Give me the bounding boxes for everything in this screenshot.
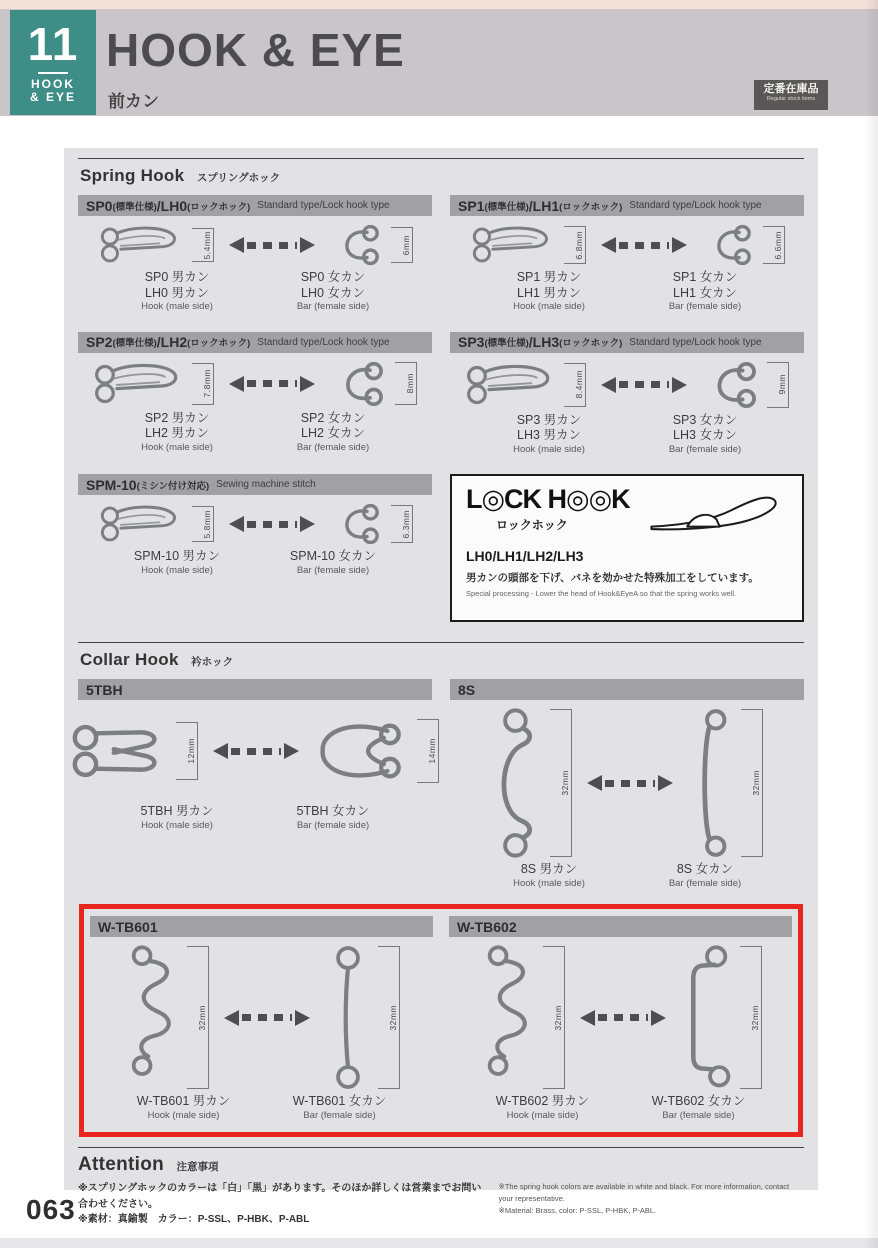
both-ways-arrow-icon — [587, 775, 673, 791]
dimension-marker: 5.8mm — [192, 506, 214, 542]
product-block-w-tb602 — [449, 916, 792, 1128]
both-ways-arrow-icon — [213, 743, 299, 759]
section-heading-collar-hook — [78, 642, 804, 679]
product-block-sp1-lh1 — [450, 195, 804, 320]
page-right-edge-shadow — [864, 0, 878, 1248]
both-ways-arrow-icon — [601, 377, 687, 393]
highlight-red-box — [79, 904, 803, 1137]
dimension-marker: 7.8mm — [192, 363, 214, 405]
female-label: SP2 女カン LH2 女カン Bar (female side) — [296, 410, 370, 453]
stock-badge — [754, 80, 828, 110]
figure-row — [78, 216, 432, 270]
hook-male-figure — [71, 720, 169, 782]
female-label: 5TBH 女カン Bar (female side) — [296, 804, 370, 831]
product-block-w-tb601 — [90, 916, 433, 1128]
product-bar: SP3 (標準仕様) /LH3 (ロックホック) Standard type/Lock hook type — [450, 332, 804, 353]
product-block-sp2-lh2 — [78, 332, 432, 463]
page-top-edge — [0, 0, 878, 9]
spring-row-1 — [78, 195, 804, 320]
eye-female-figure — [702, 361, 760, 409]
page-subtitle: 前カン — [108, 92, 159, 111]
male-label: W-TB602 男カン Hook (male side) — [495, 1094, 590, 1121]
female-label: SPM-10 女カン Bar (female side) — [289, 549, 377, 576]
male-label: 5TBH 男カン Hook (male side) — [140, 804, 214, 831]
both-ways-arrow-icon — [229, 376, 315, 392]
hook-male-figure — [97, 503, 185, 545]
dimension-marker: 6mm — [391, 227, 413, 263]
lock-hook-description-jp: 男カンの頭部を下げ、バネを効かせた特殊加工をしています。 — [466, 572, 759, 585]
eye-female-figure — [330, 224, 384, 266]
section-title-jp: 衿ホック — [191, 656, 234, 669]
product-bar: 8S — [450, 679, 804, 700]
dimension-marker: 32mm — [741, 709, 763, 857]
female-label: 8S 女カン Bar (female side) — [668, 862, 742, 889]
attention-notes-jp: ※スプリングホックのカラーは「白」「黒」があります。そのほか詳しくは営業までお問い合わせください。 ※素材：真鍮製 カラー：P-SSL、P-HBK、P-ABL — [78, 1183, 482, 1226]
eye-female-figure — [314, 718, 410, 784]
male-label: SPM-10 男カン Hook (male side) — [133, 549, 221, 576]
both-ways-arrow-icon — [601, 237, 687, 253]
product-bar: SPM-10 (ミシン付け対応) Sewing machine stitch — [78, 474, 432, 495]
section-title: Spring Hook — [80, 166, 185, 185]
stock-badge-en: Regular stock items — [766, 95, 816, 102]
both-ways-arrow-icon — [229, 516, 315, 532]
eye-female-figure — [325, 945, 371, 1090]
product-block-5tbh — [78, 679, 437, 838]
male-label: SP1 男カン LH1 男カン Hook (male side) — [513, 270, 585, 313]
dimension-marker: 6.3mm — [391, 505, 413, 543]
product-block-sp3-lh3 — [450, 332, 804, 463]
hook-male-figure — [124, 945, 180, 1090]
hook-male-figure — [93, 361, 185, 407]
dimension-marker: 32mm — [378, 946, 400, 1089]
hook-male-figure — [97, 224, 185, 266]
male-label: 8S 男カン Hook (male side) — [513, 862, 585, 889]
lock-hook-logo-jp: ロックホック — [496, 518, 568, 533]
page-bottom-edge — [0, 1238, 878, 1248]
stock-badge-jp: 定番在庫品 — [763, 83, 819, 95]
male-label: SP0 男カン LH0 男カン Hook (male side) — [141, 270, 213, 313]
product-bar: SP2 (標準仕様) /LH2 (ロックホック) Standard type/Lock hook type — [78, 332, 432, 353]
female-label: W-TB602 女カン Bar (female side) — [651, 1094, 746, 1121]
both-ways-arrow-icon — [580, 1010, 666, 1026]
product-bar: SP0 (標準仕様) /LH0 (ロックホック) Standard type/Lock hook type — [78, 195, 432, 216]
product-bar: 5TBH — [78, 679, 432, 700]
female-label: SP1 女カン LH1 女カン Bar (female side) — [668, 270, 742, 313]
dimension-marker: 32mm — [740, 946, 762, 1089]
lock-hook-illustration — [640, 486, 788, 538]
dimension-marker: 5.4mm — [192, 228, 214, 262]
dimension-marker: 32mm — [550, 709, 572, 857]
product-bar: W-TB601 — [90, 916, 433, 937]
product-bar: SP1 (標準仕様) /LH1 (ロックホック) Standard type/Lock hook type — [450, 195, 804, 216]
catalog-panel — [64, 148, 818, 1226]
male-label: SP3 男カン LH3 男カン Hook (male side) — [513, 412, 585, 455]
chapter-divider — [38, 72, 68, 74]
attention-notes-en: ※The spring hook colors are available in white and black. For more information, contact your representative. ※Material: Brass, color: P-SSL, P-HBK, P-ABL. — [498, 1182, 790, 1216]
attention-title: Attention — [78, 1154, 165, 1176]
hook-male-figure — [465, 362, 557, 408]
eye-female-figure — [330, 503, 384, 545]
dimension-marker: 14mm — [417, 719, 439, 783]
header-band — [0, 9, 878, 116]
eye-female-figure — [681, 945, 733, 1090]
lock-hook-info-box — [450, 474, 804, 622]
page-title: HOOK & EYE — [106, 24, 405, 76]
dimension-marker: 12mm — [176, 722, 198, 780]
male-label: W-TB601 男カン Hook (male side) — [136, 1094, 231, 1121]
male-label: SP2 男カン LH2 男カン Hook (male side) — [141, 410, 213, 453]
female-label: SP0 女カン LH0 女カン Bar (female side) — [296, 270, 370, 313]
hook-male-figure — [491, 708, 543, 858]
collar-row-1 — [78, 679, 804, 896]
both-ways-arrow-icon — [229, 237, 315, 253]
dimension-marker: 32mm — [543, 946, 565, 1089]
spring-row-3 — [78, 474, 804, 622]
section-title-jp: スプリングホック — [196, 172, 281, 184]
product-block-sp0-lh0 — [78, 195, 432, 320]
eye-female-figure — [702, 224, 756, 266]
eye-female-figure — [330, 361, 388, 407]
attention-title-jp: 注意事項 — [176, 1161, 219, 1174]
collar-row-2 — [90, 916, 792, 1128]
section-heading-spring-hook — [78, 158, 804, 195]
eye-female-figure — [688, 708, 734, 858]
female-label: W-TB601 女カン Bar (female side) — [292, 1094, 387, 1121]
hook-male-figure — [480, 945, 536, 1090]
dimension-marker: 8.4mm — [564, 363, 586, 407]
product-block-8s — [450, 679, 804, 896]
dimension-marker: 9mm — [767, 362, 789, 408]
female-label: SP3 女カン LH3 女カン Bar (female side) — [668, 412, 742, 455]
dimension-marker: 8mm — [395, 362, 417, 405]
section-title: Collar Hook — [80, 650, 179, 670]
chapter-tab — [10, 10, 96, 115]
dimension-marker: 32mm — [187, 946, 209, 1089]
spring-row-2 — [78, 332, 804, 463]
chapter-number: 11 — [27, 18, 79, 70]
dimension-marker: 6.8mm — [564, 226, 586, 264]
lock-hook-models: LH0/LH1/LH2/LH3 — [466, 548, 584, 565]
product-block-spm10 — [78, 474, 432, 622]
both-ways-arrow-icon — [224, 1010, 310, 1026]
hook-male-figure — [469, 224, 557, 266]
lock-hook-logo: L◎CK H◎◎K — [466, 484, 630, 515]
attention-section — [78, 1147, 804, 1228]
chapter-label: HOOK & EYE — [29, 76, 76, 105]
product-bar: W-TB602 — [449, 916, 792, 937]
dimension-marker: 6.6mm — [763, 226, 785, 264]
lock-hook-description-en: Special processing - Lower the head of Hook&EyeA so that the spring works well. — [466, 589, 737, 599]
page-number: 063 — [26, 1194, 76, 1225]
